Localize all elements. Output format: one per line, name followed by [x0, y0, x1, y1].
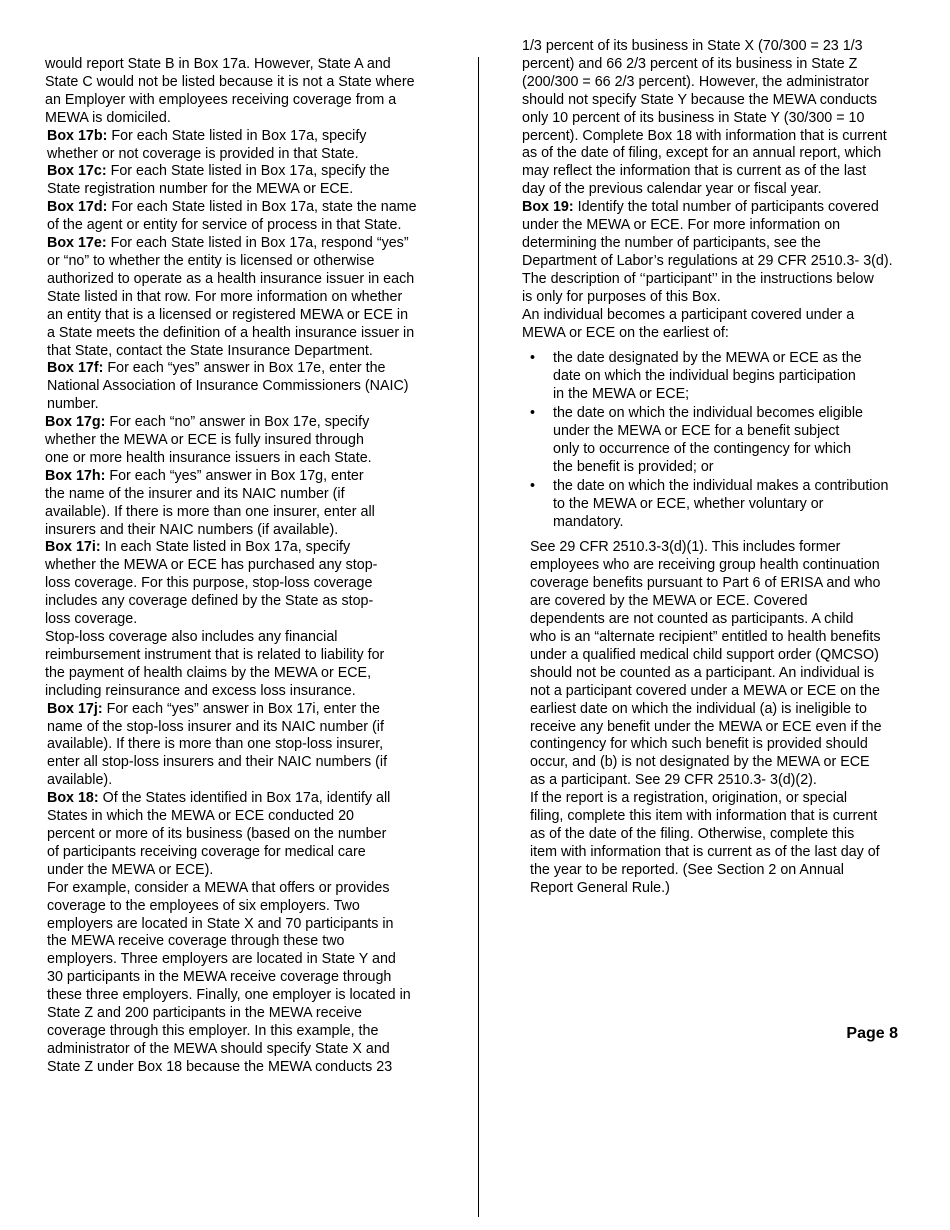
paragraph-box-17d: Box 17d: For each State listed in Box 17a, state the name of the agent or entity for service of process in that State. — [47, 199, 417, 234]
right-column — [522, 38, 922, 898]
left-column — [45, 56, 450, 1077]
paragraph-box-17b: Box 17b: For each State listed in Box 17a, specify whether or not coverage is provided in that State. — [47, 127, 367, 162]
paragraph-box-17i: Box 17i: In each State listed in Box 17a, specify whether the MEWA or ECE has purchased any stop- loss coverage. For this purpose, stop-loss coverage includes any coverage defined by the State as stop- loss coverage. — [45, 539, 378, 628]
paragraph-participant-intro: An individual becomes a participant covered under a MEWA or ECE on the earliest of: — [522, 306, 855, 341]
column-divider — [478, 57, 479, 1217]
box-label: Box 17j: — [47, 700, 103, 717]
box-label: Box 17h: — [45, 467, 106, 484]
paragraph-box-17c: Box 17c: For each State listed in Box 17a, specify the State registration number for the MEWA or ECE. — [47, 163, 390, 198]
box-label: Box 17b: — [47, 127, 108, 144]
list-item: • the date on which the individual makes a contribution to the MEWA or ECE, whether voluntary or mandatory. — [522, 478, 922, 532]
paragraph-box-17h: Box 17h: For each “yes” answer in Box 17g, enter the name of the insurer and its NAIC number (if available). If there is more than one insurer, enter all insurers and their NAIC numbers (if available). — [45, 467, 375, 538]
paragraph-box-18: Box 18: Of the States identified in Box 17a, identify all States in which the MEWA or ECE conducted 20 percent or more of its business (based on the number of participants receiving coverage for medical care under the MEWA or ECE). — [47, 790, 391, 878]
box-label: Box 17i: — [45, 539, 101, 556]
participant-criteria-list — [522, 350, 922, 531]
box-label: Box 17c: — [47, 163, 107, 180]
box-label: Box 18: — [47, 790, 99, 807]
paragraph-box-19: Box 19: Identify the total number of participants covered under the MEWA or ECE. For more information on determining the number of participants, see the Department of Labor’s regulations at 29 CFR 2510.3- 3(d). The description of ‘‘participant’’ in the instructions below is only for purposes of this Box. — [522, 199, 893, 305]
paragraph-report-filing: If the report is a registration, origination, or special filing, complete this item with information that is current as of the date of the filing. Otherwise, complete this item with information that is current as of the last day of the year to be reported. (See Section 2 on Annual Report General Rule.) — [530, 790, 880, 896]
list-item: • the date designated by the MEWA or ECE as the date on which the individual begins participation in the MEWA or ECE; — [522, 350, 922, 404]
paragraph-box-17e: Box 17e: For each State listed in Box 17a, respond “yes” or “no” to whether the entity is licensed or otherwise authorized to operate as a health insurance issuer in each State listed in that row. For more information on whether an entity that is a licensed or registered MEWA or ECE in a State meets the definition of a health insurance issuer in that State, contact the State Insurance Department. — [47, 235, 415, 359]
paragraph-continuation: 1/3 percent of its business in State X (70/300 = 23 1/3 percent) and 66 2/3 percent of its business in State Z (200/300 = 66 2/3 percent). However, the administrator should not specify State Y because the MEWA conducts only 10 percent of its business in State Y (30/300 = 10 percent). Complete Box 18 with information that is current as of the date of filing, except for an annual report, which may reflect the information that is current as of the last day of the previous calendar year or fiscal year. — [522, 38, 887, 198]
paragraph-continuation: would report State B in Box 17a. However, State A and State C would not be listed because it is not a State where an Employer with employees receiving coverage from a MEWA is domiciled. — [45, 56, 415, 126]
paragraph-box-17g: Box 17g: For each “no” answer in Box 17e, specify whether the MEWA or ECE is fully insured through one or more health insurance issuers in each State. — [45, 414, 372, 466]
paragraph-example: For example, consider a MEWA that offers or provides coverage to the employees of six employers. Two employers are located in State X and 70 participants in the MEWA receive coverage through these two employers. Three employers are located in State Y and 30 participants in the MEWA receive coverage through these three employers. Finally, one employer is located in State Z and 200 participants in the MEWA receive coverage through this employer. In this example, the administrator of the MEWA should specify State X and State Z under Box 18 because the MEWA conducts 23 — [47, 879, 411, 1075]
box-label: Box 17e: — [47, 235, 107, 252]
paragraph-cfr-reference: See 29 CFR 2510.3-3(d)(1). This includes former employees who are receiving group health continuation coverage benefits pursuant to Part 6 of ERISA and who are covered by the MEWA or ECE. Covered dependents are not counted as participants. A child who is an “alternate recipient” entitled to health benefits under a qualified medical child support order (QMCSO) should not be counted as a participant. An individual is not a participant covered under a MEWA or ECE on the earliest date on which the individual (a) is ineligible to receive any benefit under the MEWA or ECE even if the contingency for which such benefit is provided should occur, and (b) is not designated by the MEWA or ECE as a participant. See 29 CFR 2510.3- 3(d)(2). — [530, 539, 882, 789]
box-label: Box 19: — [522, 199, 574, 216]
page-number: Page 8 — [846, 1025, 898, 1042]
list-item: • the date on which the individual becomes eligible under the MEWA or ECE for a benefit subject only to occurrence of the contingency for which the benefit is provided; or — [522, 405, 922, 477]
paragraph-box-17j: Box 17j: For each “yes” answer in Box 17i, enter the name of the stop-loss insurer and its NAIC number (if available). If there is more than one stop-loss insurer, enter all stop-loss insurers and their NAIC numbers (if available). — [47, 700, 388, 789]
paragraph-stop-loss: Stop-loss coverage also includes any financial reimbursement instrument that is related to liability for the payment of health claims by the MEWA or ECE, including reinsurance and excess loss insurance. — [45, 629, 385, 699]
box-label: Box 17d: — [47, 199, 108, 216]
box-label: Box 17f: — [47, 360, 104, 377]
box-label: Box 17g: — [45, 414, 106, 431]
paragraph-box-17f: Box 17f: For each “yes” answer in Box 17e, enter the National Association of Insurance Commissioners (NAIC) number. — [47, 360, 409, 413]
